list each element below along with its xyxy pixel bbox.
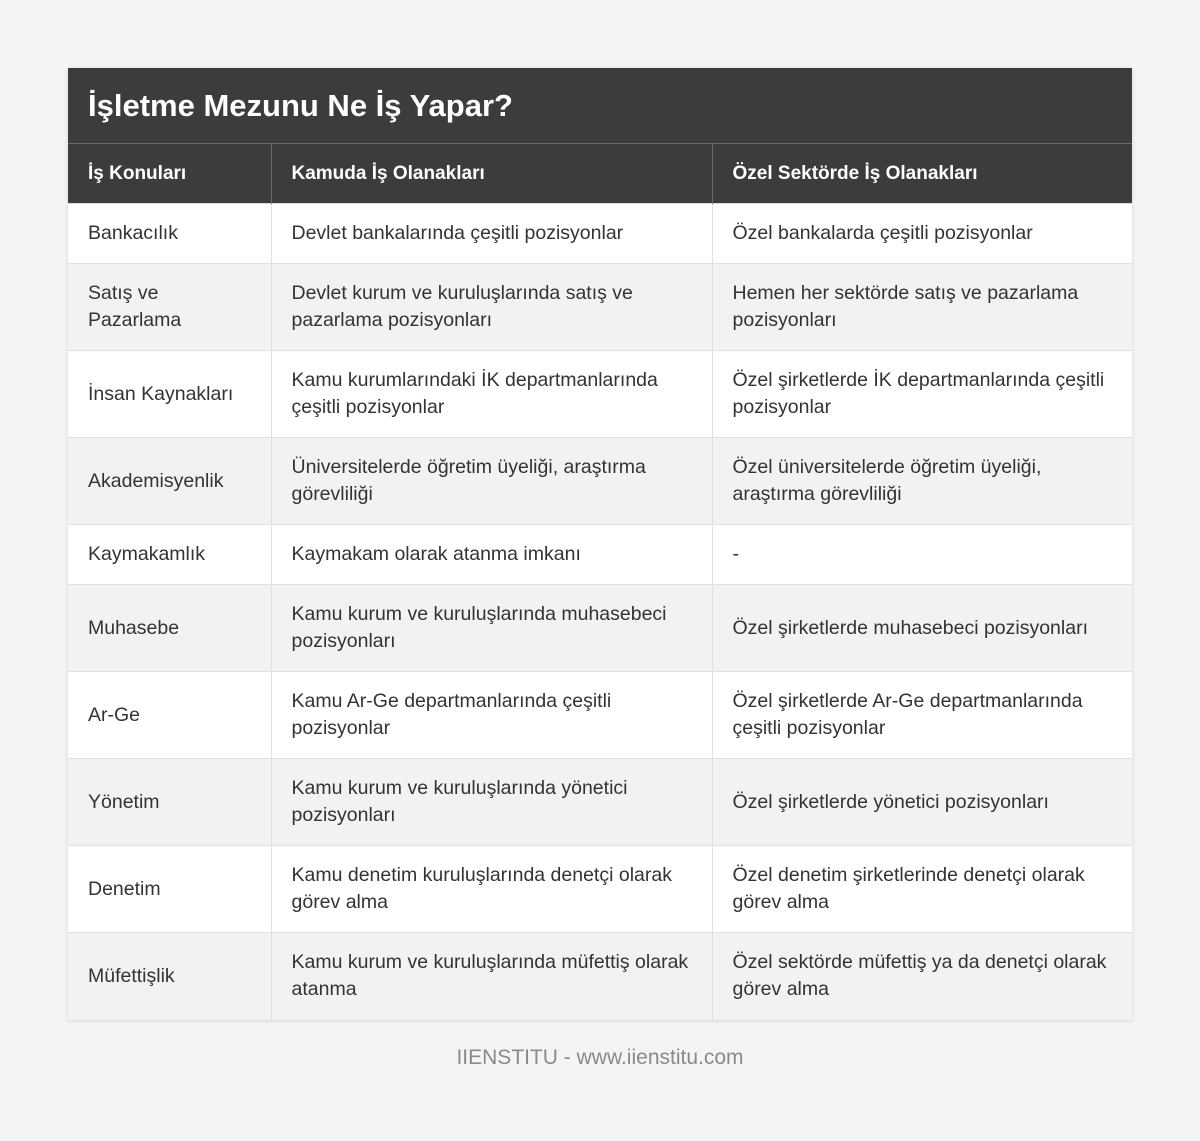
table-row <box>68 672 1132 759</box>
table-row <box>68 525 1132 585</box>
cell-topic: Bankacılık <box>68 204 271 264</box>
cell-topic: Ar-Ge <box>68 672 271 759</box>
cell-private: Hemen her sektörde satış ve pazarlama pozisyonları <box>712 264 1132 351</box>
job-table-card <box>68 68 1132 1020</box>
cell-topic: Akademisyenlik <box>68 438 271 525</box>
cell-public: Kamu kurum ve kuruluşlarında müfettiş olarak atanma <box>271 933 712 1020</box>
cell-private: Özel şirketlerde Ar-Ge departmanlarında çeşitli pozisyonlar <box>712 672 1132 759</box>
cell-public: Kamu kurumlarındaki İK departmanlarında çeşitli pozisyonlar <box>271 351 712 438</box>
cell-private: Özel şirketlerde yönetici pozisyonları <box>712 759 1132 846</box>
header-public-sector: Kamuda İş Olanakları <box>271 144 712 204</box>
table-header-row <box>68 144 1132 204</box>
cell-topic: İnsan Kaynakları <box>68 351 271 438</box>
table-row <box>68 264 1132 351</box>
footer-credit: IIENSTITU - www.iienstitu.com <box>456 1046 744 1069</box>
cell-topic: Kaymakamlık <box>68 525 271 585</box>
cell-public: Üniversitelerde öğretim üyeliği, araştırma görevliliği <box>271 438 712 525</box>
title-bar <box>68 68 1132 143</box>
cell-private: - <box>712 525 1132 585</box>
table-row <box>68 933 1132 1020</box>
table-row <box>68 585 1132 672</box>
header-topics: İş Konuları <box>68 144 271 204</box>
header-private-sector: Özel Sektörde İş Olanakları <box>712 144 1132 204</box>
cell-public: Kamu kurum ve kuruluşlarında muhasebeci pozisyonları <box>271 585 712 672</box>
table-row <box>68 759 1132 846</box>
cell-private: Özel bankalarda çeşitli pozisyonlar <box>712 204 1132 264</box>
table-row <box>68 438 1132 525</box>
cell-public: Devlet bankalarında çeşitli pozisyonlar <box>271 204 712 264</box>
cell-private: Özel üniversitelerde öğretim üyeliği, araştırma görevliliği <box>712 438 1132 525</box>
cell-public: Kamu Ar-Ge departmanlarında çeşitli pozisyonlar <box>271 672 712 759</box>
cell-topic: Müfettişlik <box>68 933 271 1020</box>
cell-topic: Muhasebe <box>68 585 271 672</box>
table-row <box>68 351 1132 438</box>
cell-topic: Satış ve Pazarlama <box>68 264 271 351</box>
cell-private: Özel şirketlerde muhasebeci pozisyonları <box>712 585 1132 672</box>
cell-private: Özel sektörde müfettiş ya da denetçi olarak görev alma <box>712 933 1132 1020</box>
cell-public: Kamu denetim kuruluşlarında denetçi olarak görev alma <box>271 846 712 933</box>
cell-private: Özel denetim şirketlerinde denetçi olarak görev alma <box>712 846 1132 933</box>
table-row <box>68 204 1132 264</box>
cell-topic: Denetim <box>68 846 271 933</box>
cell-public: Kaymakam olarak atanma imkanı <box>271 525 712 585</box>
cell-private: Özel şirketlerde İK departmanlarında çeşitli pozisyonlar <box>712 351 1132 438</box>
jobs-table <box>68 143 1132 1020</box>
page-title: İşletme Mezunu Ne İş Yapar? <box>88 87 513 123</box>
cell-public: Kamu kurum ve kuruluşlarında yönetici pozisyonları <box>271 759 712 846</box>
cell-public: Devlet kurum ve kuruluşlarında satış ve pazarlama pozisyonları <box>271 264 712 351</box>
table-row <box>68 846 1132 933</box>
cell-topic: Yönetim <box>68 759 271 846</box>
